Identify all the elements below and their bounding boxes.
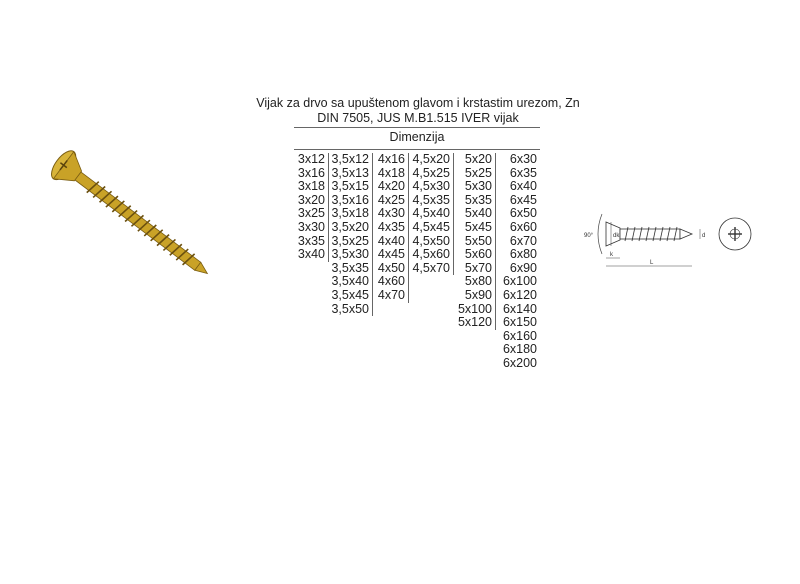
dimension-cell: 3,5x45: [331, 287, 369, 302]
dimension-cell: 5x90: [464, 287, 492, 302]
dimension-cell: 3,5x35: [331, 260, 369, 275]
dimension-cell: 4,5x40: [412, 206, 450, 221]
dimension-cell: 5x40: [464, 206, 492, 221]
dimension-cell: 5x20: [464, 152, 492, 166]
dimension-cell: 4x45: [377, 247, 405, 262]
dimension-column-4-5: [410, 153, 454, 275]
dimension-cell: 4,5x20: [412, 152, 450, 166]
k-label: k: [610, 252, 613, 258]
dimension-cell: 6x50: [509, 206, 537, 221]
l-label: L: [650, 260, 654, 266]
dimension-cell: 4x20: [377, 179, 405, 194]
table-top-rule: [294, 127, 540, 128]
screw-photo: [40, 140, 230, 305]
dimension-cell: 6x45: [509, 192, 537, 207]
dimension-cell: 3,5x50: [331, 301, 369, 316]
dimension-cell: 4,5x30: [412, 179, 450, 194]
dimension-cell: 4,5x50: [412, 233, 450, 248]
dimension-column-4: [374, 153, 409, 303]
dimension-cell: 3,5x40: [331, 274, 369, 289]
dimension-cell: 3,5x20: [331, 219, 369, 234]
dimension-header: Dimenzija: [389, 130, 445, 144]
dimension-cell: 3,5x16: [331, 192, 369, 207]
dimension-cell: 6x40: [509, 179, 537, 194]
dimension-cell: 4,5x70: [412, 260, 450, 275]
dimension-cell: 3x18: [297, 179, 325, 194]
title-line-1: Vijak za drvo sa upuštenom glavom i krstastim urezom, Zn: [256, 96, 580, 110]
dimension-cell: 6x100: [502, 274, 537, 289]
dimension-cell: 4x60: [377, 274, 405, 289]
dimension-cell: 3,5x25: [331, 233, 369, 248]
dimension-cell: 6x140: [502, 301, 537, 316]
dimension-cell: 3,5x15: [331, 179, 369, 194]
dimension-cell: 5x120: [457, 315, 492, 330]
dimension-cell: 5x35: [464, 192, 492, 207]
dimension-cell: 3x20: [297, 192, 325, 207]
dimension-cell: 4,5x60: [412, 247, 450, 262]
dimension-cell: 5x100: [457, 301, 492, 316]
technical-drawing: [580, 200, 760, 285]
dimension-column-3: [294, 153, 329, 262]
dimension-column-6: [498, 153, 537, 371]
title-line-2: DIN 7505, JUS M.B1.515 IVER vijak: [317, 111, 519, 125]
dimension-cell: 4x35: [377, 219, 405, 234]
table-header-rule: [294, 149, 540, 150]
dimension-cell: 3,5x12: [331, 152, 369, 166]
dimension-cell: 4x16: [377, 152, 405, 166]
product-title: [238, 96, 598, 126]
dimension-column-5: [456, 153, 496, 330]
dimension-cell: 5x80: [464, 274, 492, 289]
angle-label: 90°: [584, 233, 594, 239]
d-label: d: [702, 233, 706, 239]
dimension-cell: 5x45: [464, 219, 492, 234]
dimension-cell: 6x180: [502, 342, 537, 357]
dimension-cell: 3,5x30: [331, 247, 369, 262]
dimension-cell: 4x70: [377, 287, 405, 302]
dimension-cell: 6x80: [509, 247, 537, 262]
dimension-cell: 6x35: [509, 165, 537, 180]
dimension-cell: 5x70: [464, 260, 492, 275]
dimension-cell: 6x30: [509, 152, 537, 166]
dimension-cell: 3x35: [297, 233, 325, 248]
dimension-cell: 6x70: [509, 233, 537, 248]
dimension-cell: 4x18: [377, 165, 405, 180]
dimension-cell: 5x30: [464, 179, 492, 194]
dimension-cell: 4x50: [377, 260, 405, 275]
dimension-cell: 3x12: [297, 152, 325, 166]
dimension-cell: 4,5x35: [412, 192, 450, 207]
dimension-cell: 5x50: [464, 233, 492, 248]
dimension-cell: 4x25: [377, 192, 405, 207]
dimension-cell: 6x90: [509, 260, 537, 275]
dimension-column-3-5: [328, 153, 373, 316]
dimension-cell: 3x30: [297, 219, 325, 234]
dimension-cell: 3,5x18: [331, 206, 369, 221]
dimension-cell: 5x60: [464, 247, 492, 262]
dimension-cell: 4,5x45: [412, 219, 450, 234]
dimension-cell: 6x60: [509, 219, 537, 234]
dimension-cell: 3x25: [297, 206, 325, 221]
dimension-cell: 6x120: [502, 287, 537, 302]
dimension-cell: 5x25: [464, 165, 492, 180]
dimension-cell: 3,5x13: [331, 165, 369, 180]
dk-label: dk: [613, 233, 620, 239]
dimension-cell: 4x30: [377, 206, 405, 221]
dimension-cell: 6x200: [502, 355, 537, 370]
dimension-cell: 4x40: [377, 233, 405, 248]
dimension-cell: 4,5x25: [412, 165, 450, 180]
dimension-cell: 6x150: [502, 315, 537, 330]
dimension-cell: 6x160: [502, 328, 537, 343]
dimension-cell: 3x16: [297, 165, 325, 180]
dimension-cell: 3x40: [297, 247, 325, 262]
